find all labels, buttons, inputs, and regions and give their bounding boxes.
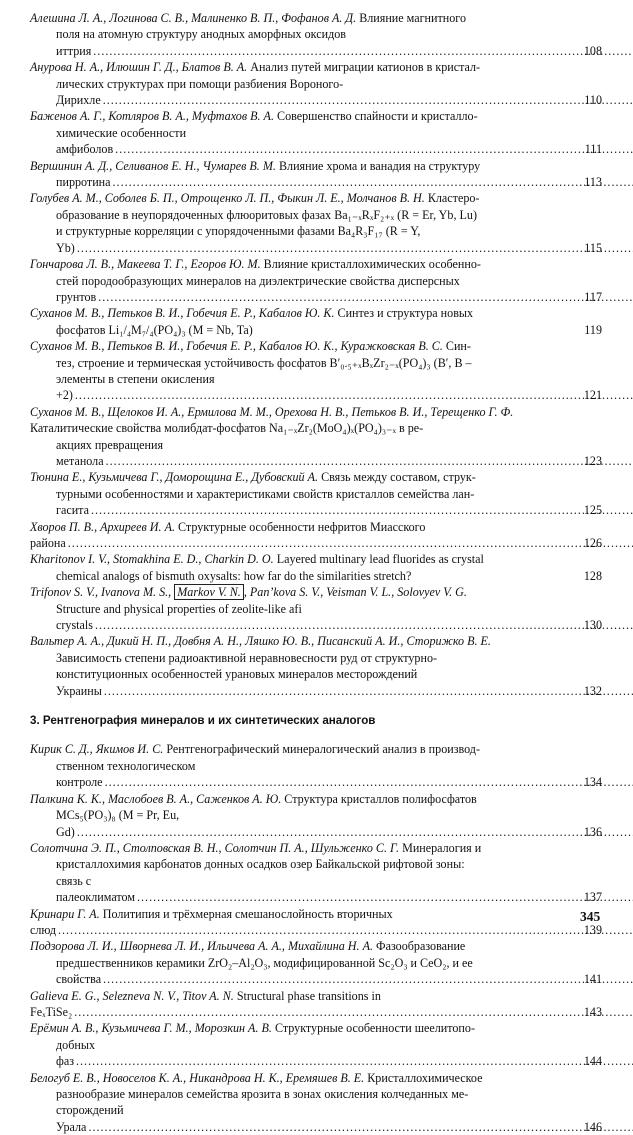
leader-dots — [77, 241, 633, 255]
entry-authors: Kharitonov I. V., Stomakhina E. D., Charkin D. O. — [30, 552, 274, 567]
entry-title-cont: акциях превращения метанола — [56, 437, 164, 468]
entry-title: Structural phase transitions in FeₓTiSe₂ — [30, 988, 381, 1019]
entry-authors: Белогуб Е. В., Новоселов К. А., Никандрова Н. К., Еремяшев В. Е. — [30, 1070, 365, 1085]
entry-title: Влияние магнитного — [359, 11, 467, 25]
toc-entry — [30, 256, 602, 305]
leader-dots — [91, 503, 633, 517]
entry-title: Рентгенографический минералогический анализ в производ- — [166, 742, 480, 757]
entry-title-cont: поля на атомную структуру анодных аморфных оксидов иттрия — [56, 27, 347, 58]
entry-authors: Голубев А. М., Соболев Б. П., Отрощенко Л. П., Фыкин Л. Е., Молчанов В. Н. — [30, 191, 425, 206]
leader-dots — [95, 618, 633, 632]
entry-authors: Алешина Л. А., Логинова С. В., Малиненко В. П., Фофанов А. Д. — [30, 11, 357, 25]
toc-entry — [30, 519, 602, 552]
toc-entry — [30, 338, 602, 404]
entry-title-cont: химические особенности амфиболов — [56, 125, 187, 157]
toc-entry — [30, 305, 602, 338]
toc-entry — [30, 10, 602, 59]
entry-page: 136 — [583, 824, 602, 839]
toc-entry — [30, 190, 602, 256]
entry-authors: Кринари Г. А. — [30, 906, 100, 921]
entry-title-cont: добных фаз — [56, 1037, 95, 1069]
entry-title: Политипия и трёхмерная смешанослойность вторичных слюд — [30, 906, 393, 937]
toc-entry — [30, 988, 602, 1021]
entry-page: 143 — [583, 1004, 602, 1019]
entry-authors: Trifonov S. V., Ivanova M. S., — [30, 585, 172, 600]
entry-title-cont: и структурные корреляции с упорядоченными фазами Ba₄R₃F₁₇ (R = Y, Yb) — [56, 224, 421, 255]
entry-title-cont: пирротина — [56, 175, 111, 190]
highlighted-author: Markov V. N. — [174, 584, 244, 600]
entry-page: 132 — [583, 683, 602, 698]
entry-title-cont: кристаллохимия карбонатов донных осадков озер Байкальской рифтовой зоны: — [56, 857, 465, 872]
section-heading: 3. Рентгенография минералов и их синтетических аналогов — [30, 714, 376, 728]
entry-page: 121 — [583, 388, 602, 403]
toc-entry — [30, 1070, 602, 1135]
entry-page: 137 — [583, 890, 602, 905]
entry-authors: Солотчина Э. П., Столповская В. Н., Солотчин П. А., Шульженко С. Г. — [30, 840, 400, 855]
leader-dots — [76, 1054, 633, 1068]
entry-title: Син- — [445, 339, 471, 354]
entry-authors-rest: , Pan’kova S. V., Veisman V. L., Solovyev V. G. — [243, 585, 467, 600]
leader-dots — [106, 454, 633, 468]
entry-page: 113 — [584, 175, 602, 190]
leader-dots — [105, 775, 633, 789]
entry-title: Влияние хрома и ванадия на структуру — [278, 158, 481, 173]
entry-authors: Баженов А. Г., Котляров В. А., Муфтахов В. А. — [30, 109, 274, 124]
entry-page: 123 — [583, 453, 602, 468]
entry-title-cont: Зависимость степени радиоактивной неравновесности руд от структурно- — [56, 650, 438, 665]
entry-page: 108 — [583, 43, 602, 58]
leader-dots — [68, 536, 633, 550]
entry-authors: Galieva E. G., Selezneva N. V., Titov A. N. — [30, 988, 234, 1003]
table-of-contents — [30, 10, 602, 1135]
entry-page: 144 — [583, 1054, 602, 1069]
entry-title: Влияние кристаллохимических особенно- — [263, 257, 481, 272]
entry-page: 119 — [584, 322, 602, 337]
toc-entry — [30, 551, 602, 584]
toc-entry — [30, 584, 602, 633]
entry-title-cont: свойства — [56, 972, 102, 987]
entry-authors: Вальтер А. А., Дикий Н. П., Довбня А. Н., Ляшко Ю. В., Писанский А. И., Сторижко В. Е. — [30, 634, 491, 649]
entry-title-cont: ственном технологическом контроле — [56, 758, 196, 790]
entry-title: Каталитические свойства молибдат-фосфатов Na₁₋ₓZr₂(MoO₄)ₓ(PO₄)₃₋ₓ в ре- — [30, 421, 424, 436]
entry-authors: Палкина К. К., Маслобоев В. А., Саженков А. Ю. — [30, 791, 282, 806]
entry-title: Фазообразование — [376, 939, 466, 954]
toc-entry — [30, 1020, 602, 1069]
leader-dots — [58, 923, 633, 937]
entry-title-cont: образование в неупорядоченных флюоритовых фазах Ba₁₋ₓRₓF₂₊ₓ (R = Er, Yb, Lu) — [56, 207, 477, 222]
entry-page: 110 — [584, 93, 602, 108]
entry-authors: Суханов М. В., Петьков В. И., Гобечия Е. Р., Кабалов Ю. К., Куражковская В. С. — [30, 339, 443, 354]
toc-entry — [30, 404, 602, 470]
entry-title: Анализ путей миграции катионов в кристал- — [250, 60, 481, 75]
entry-title: Кристаллохимическое — [367, 1070, 483, 1085]
entry-title-cont: фосфатов Li₁/₄M₇/₄(PO₄)₃ (M = Nb, Ta) — [56, 322, 253, 337]
entry-authors: Суханов М. В., Петьков В. И., Гобечия Е. Р., Кабалов Ю. К. — [30, 306, 335, 321]
entry-authors: Тюнина Е., Кузьмичева Г., Доморощина Е., Дубовский А. — [30, 470, 319, 485]
entry-title-cont: грунтов — [56, 289, 97, 304]
toc-entry — [30, 741, 602, 790]
entry-page: 134 — [583, 775, 602, 790]
entry-page: 117 — [584, 289, 602, 304]
leader-dots — [75, 388, 633, 402]
entry-page: 125 — [583, 503, 602, 518]
entry-title-cont: конституционных особенностей урановых минералов месторождений Украины — [56, 667, 418, 698]
toc-entry — [30, 469, 602, 518]
entry-title-cont: MCs₅(PO₃)₈ (M = Pr, Eu, Gd) — [56, 808, 180, 839]
toc-entry — [30, 633, 602, 699]
toc-entry — [30, 158, 602, 191]
entry-authors: Ерёмин А. В., Кузьмичева Г. М., Морозкин А. В. — [30, 1021, 272, 1036]
leader-dots — [88, 1120, 633, 1134]
entry-title-cont: сторождений Урала — [56, 1103, 124, 1134]
entry-page: 115 — [584, 240, 602, 255]
entry-title: Структурные особенности шеелитопо- — [274, 1021, 475, 1036]
entry-page: 141 — [583, 972, 602, 987]
entry-title: Структура кристаллов полифосфатов — [284, 791, 477, 806]
entry-title-cont: турными особенностями и характеристиками свойств кристаллов семейства лан- — [56, 486, 475, 501]
entry-title-cont: связь с палеоклиматом — [56, 873, 135, 905]
leader-dots — [103, 972, 633, 986]
leader-dots — [115, 142, 633, 156]
entry-title-cont: гасита — [56, 503, 89, 518]
toc-entry — [30, 938, 602, 987]
entry-page: 130 — [583, 618, 602, 633]
leader-dots — [104, 684, 633, 698]
entry-page: 126 — [583, 536, 602, 550]
entry-title: Кластеро- — [427, 191, 480, 206]
entry-title-cont: Structure and physical properties of zeolite-like afi crystals — [56, 601, 302, 633]
entry-title: Минералогия и — [402, 840, 482, 855]
leader-dots — [103, 93, 633, 107]
leader-dots — [137, 890, 633, 904]
entry-title-cont: разнообразие минералов семейства ярозита в зонах окисления колчеданных ме- — [56, 1087, 469, 1101]
entry-title-cont: лических структурах при помощи разбиения Вороного-Дирихле — [56, 76, 344, 108]
entry-page: 111 — [584, 142, 602, 157]
leader-dots — [113, 175, 633, 189]
leader-dots — [77, 825, 633, 839]
entry-authors: Хворов П. В., Архиреев И. А. — [30, 519, 175, 534]
entry-title: Совершенство спайности и кристалло- — [277, 109, 478, 124]
page-number: 345 — [580, 909, 601, 924]
entry-authors: Подзорова Л. И., Шворнева Л. И., Ильичева А. А., Михайлина Н. А. — [30, 939, 373, 954]
entry-title-cont: предшественников керамики ZrO₂–Al₂O₃, модифицированной Sc₂O₃ и CeO₂, и ее — [56, 955, 473, 970]
leader-dots — [74, 1005, 633, 1019]
entry-title-cont: элементы в степени окисления +2) — [56, 371, 215, 403]
entry-page: 128 — [583, 568, 602, 583]
entry-authors: Анурова Н. А., Илюшин Г. Д., Блатов В. А. — [30, 60, 248, 75]
toc-entry — [30, 840, 602, 906]
entry-title: Структурные особенности нефритов Миасского района — [30, 519, 426, 550]
entry-authors: Вершинин А. Д., Селиванов Е. Н., Чумарев В. М. — [30, 158, 276, 173]
leader-dots — [93, 44, 633, 58]
entry-title: Связь между составом, струк- — [321, 470, 476, 485]
toc-entry — [30, 906, 602, 939]
toc-entry — [30, 791, 602, 840]
entry-page: 139 — [583, 922, 602, 937]
entry-title: Layered multinary lead fluorides as crystal — [276, 552, 484, 567]
entry-title-cont: тез, строение и термическая устойчивость фосфатов B′₀.₅₊ₓBₓZr₂₋ₓ(PO₄)₃ (B′, B – — [56, 355, 472, 370]
entry-authors: Гончарова Л. В., Макеева Т. Г., Егоров Ю. М. — [30, 257, 261, 272]
toc-entry — [30, 108, 602, 157]
entry-authors: Кирик С. Д., Якимов И. С. — [30, 742, 164, 757]
entry-title-cont: стей породообразующих минералов на диэлектрические свойства дисперсных — [56, 273, 460, 288]
entry-page: 146 — [583, 1119, 602, 1134]
toc-entry — [30, 59, 602, 108]
leader-dots — [98, 290, 633, 304]
entry-authors: Суханов М. В., Щелоков И. А., Ермилова М. М., Орехова Н. В., Петьков В. И., Терещенко Г. Ф. — [30, 404, 514, 419]
entry-title: Синтез и структура новых — [337, 306, 474, 321]
entry-title-cont: chemical analogs of bismuth oxysalts: how far do the similarities stretch? — [56, 568, 412, 583]
